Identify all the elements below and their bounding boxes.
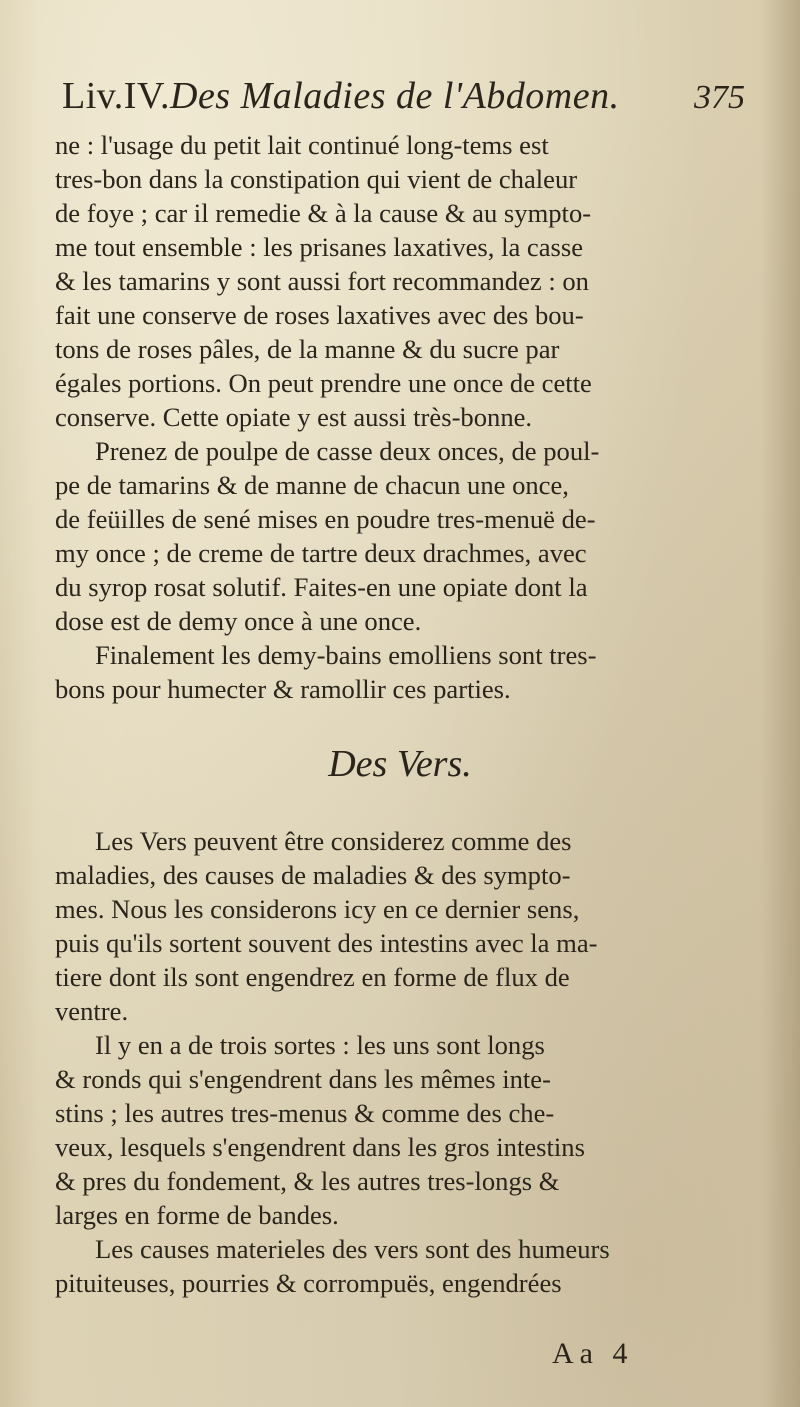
paragraph-final	[55, 638, 745, 706]
text-line: conserve. Cette opiate y est aussi très-bonne.	[55, 402, 533, 432]
text-line: mes. Nous les considerons icy en ce dernier sens,	[55, 894, 580, 924]
text-line: stins ; les autres tres-menus & comme des che-	[55, 1098, 555, 1128]
text-line: Il y en a de trois sortes : les uns sont longs	[95, 1030, 545, 1060]
text-line: & les tamarins y sont aussi fort recommandez : on	[55, 266, 589, 296]
text-line: dose est de demy once à une once.	[55, 606, 422, 636]
text-line: my once ; de creme de tartre deux drachmes, avec	[55, 538, 587, 568]
paragraph-continuation	[55, 128, 745, 434]
paragraph-vers-types	[55, 1028, 745, 1232]
text-line: puis qu'ils sortent souvent des intestins avec la ma-	[55, 928, 598, 958]
book-number: Liv.IV.	[62, 75, 170, 117]
signature-mark: Aa 4	[552, 1337, 634, 1370]
text-line: Finalement les demy-bains emolliens sont tres-	[95, 640, 597, 670]
text-line: égales portions. On peut prendre une once de cette	[55, 368, 592, 398]
text-line: Prenez de poulpe de casse deux onces, de poul-	[95, 436, 600, 466]
paragraph-vers-causes	[55, 1232, 745, 1300]
text-line: larges en forme de bandes.	[55, 1200, 339, 1230]
text-line: de foye ; car il remedie & à la cause & au sympto-	[55, 198, 592, 228]
text-line: du syrop rosat solutif. Faites-en une opiate dont la	[55, 572, 588, 602]
text-line: & pres du fondement, & les autres tres-longs &	[55, 1166, 560, 1196]
text-line: maladies, des causes de maladies & des sympto-	[55, 860, 571, 890]
paragraph-recipe	[55, 434, 745, 638]
text-line: de feüilles de sené mises en poudre tres-menuë de-	[55, 504, 596, 534]
body-text	[55, 128, 745, 1300]
text-line: ventre.	[55, 996, 129, 1026]
text-line: tons de roses pâles, de la manne & du sucre par	[55, 334, 560, 364]
chapter-title: Des Maladies de l'Abdomen.	[170, 75, 620, 117]
text-line: veux, lesquels s'engendrent dans les gros intestins	[55, 1132, 585, 1162]
text-line: Les causes materieles des vers sont des humeurs	[95, 1234, 610, 1264]
text-line: fait une conserve de roses laxatives avec des bou-	[55, 300, 584, 330]
section-heading: Des Vers.	[328, 743, 472, 785]
page-number: 375	[694, 79, 745, 116]
text-line: tres-bon dans la constipation qui vient de chaleur	[55, 164, 578, 194]
text-line: ne : l'usage du petit lait continué long-tems est	[55, 130, 549, 160]
text-line: tiere dont ils sont engendrez en forme de flux de	[55, 962, 570, 992]
paragraph-vers-definition	[55, 824, 745, 1028]
text-line: Les Vers peuvent être considerez comme des	[95, 826, 572, 856]
text-line: bons pour humecter & ramollir ces parties.	[55, 674, 511, 704]
text-line: me tout ensemble : les prisanes laxatives, la casse	[55, 232, 584, 262]
text-line: & ronds qui s'engendrent dans les mêmes inte-	[55, 1064, 551, 1094]
running-title	[62, 74, 620, 118]
running-head	[62, 74, 745, 126]
text-line: pituiteuses, pourries & corrompuës, engendrées	[55, 1268, 562, 1298]
text-line: pe de tamarins & de manne de chacun une once,	[55, 470, 569, 500]
